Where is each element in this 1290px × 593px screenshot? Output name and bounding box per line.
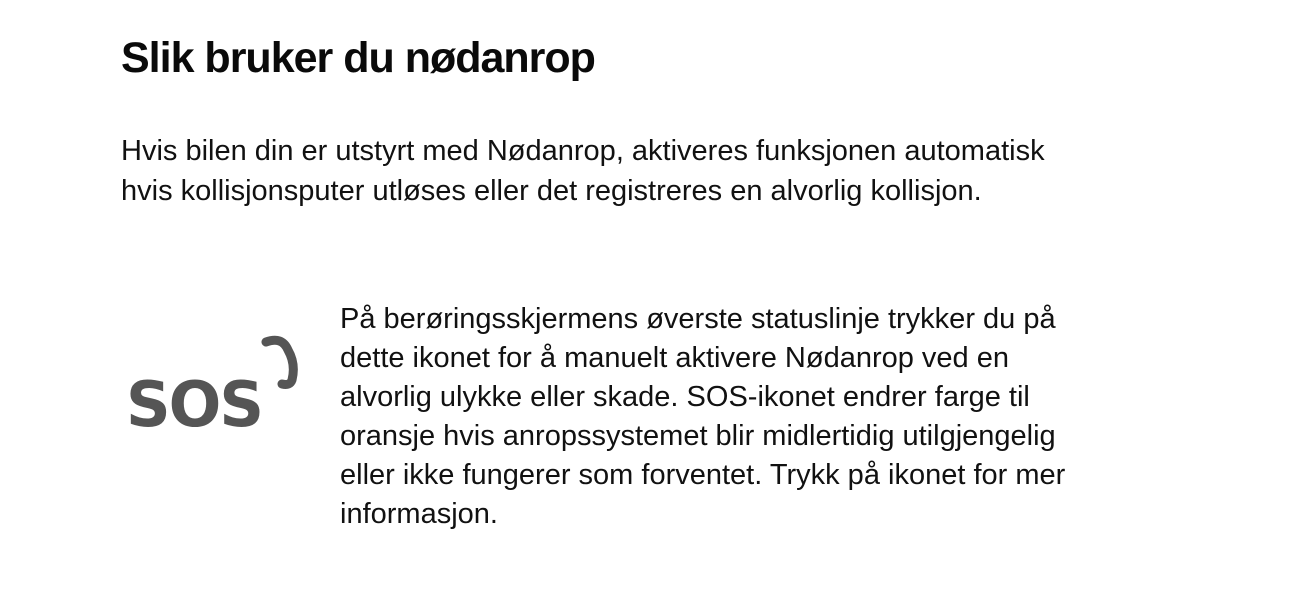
intro-paragraph: Hvis bilen din er utstyrt med Nødanrop, aktiveres funksjonen automatisk hvis kollisjonsputer utløses eller det registreres en alvorlig kollisjon. bbox=[121, 135, 1045, 207]
sos-icon bbox=[124, 334, 320, 440]
sos-icon-label: SOS bbox=[126, 368, 263, 440]
phone-handset-icon bbox=[266, 340, 293, 384]
sos-description: På berøringsskjermens øverste statuslinje trykker du på dette ikonet for å manuelt aktivere Nødanrop ved en alvorlig ulykke eller skade. SOS-ikonet endrer farge til oransje hvis anropssystemet blir midlertidig utilgjengelig eller ikke fungerer som forventet. Trykk på ikonet for mer informasjon. bbox=[340, 303, 1066, 530]
page-title: Slik bruker du nødanrop bbox=[121, 34, 595, 82]
